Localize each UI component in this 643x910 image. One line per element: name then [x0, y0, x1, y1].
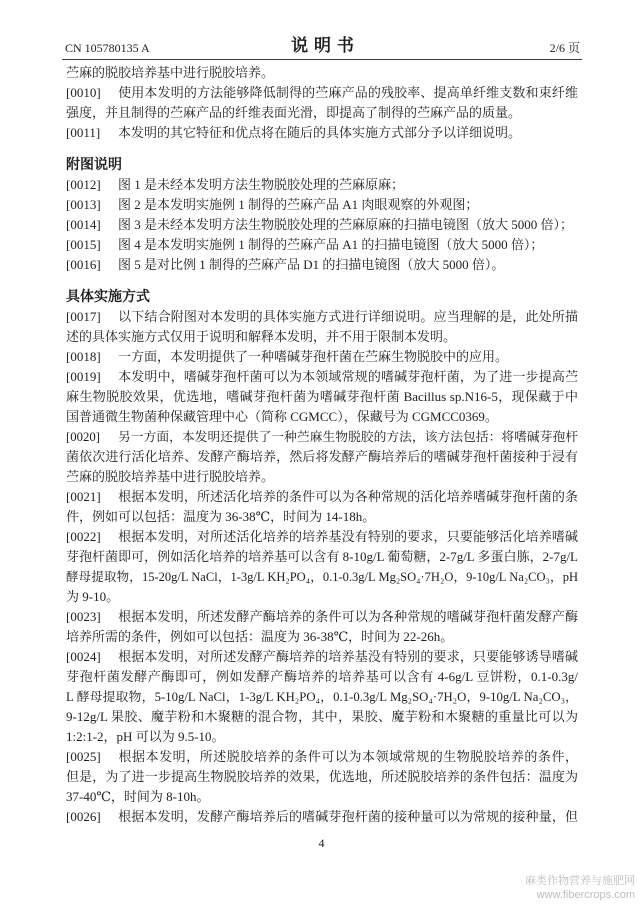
line-text: 麻生物脱胶效果，优选地，嗜碱芽孢杆菌为嗜碱芽孢杆菌 Bacillus sp.N16-5，现保藏于中	[66, 389, 578, 404]
text-line	[66, 175, 578, 195]
paragraph-number: [0022]	[66, 529, 101, 544]
text-line	[66, 407, 578, 427]
text-line	[66, 255, 578, 275]
paragraph-number: [0015]	[66, 237, 101, 252]
document-body	[66, 63, 578, 827]
paragraph-number: [0024]	[66, 649, 101, 664]
watermark	[525, 874, 635, 902]
line-text: 芽孢杆菌即可，例如活化培养的培养基可以含有 8-10g/L 葡萄糖，2-7g/L 多蛋白胨，2-7g/L	[66, 549, 578, 564]
text-line	[66, 63, 578, 83]
text-line	[66, 627, 578, 647]
line-text: 另一方面，本发明还提供了一种苎麻生物脱胶的方法，该方法包括：将嗜碱芽孢杆	[118, 430, 578, 444]
line-text: 述的具体实施方式仅用于说明和解释本发明，并不用于限制本发明。	[66, 329, 457, 344]
paragraph	[66, 807, 578, 827]
paragraph-number: [0017]	[66, 309, 101, 324]
paragraph	[66, 347, 578, 367]
line-text: 根据本发明，所述活化培养的条件可以为各种常规的活化培养嗜碱芽孢杆菌的条	[118, 489, 578, 504]
text-line	[66, 83, 578, 103]
text-line	[66, 487, 578, 507]
text-line	[66, 567, 578, 587]
paragraph	[66, 235, 578, 255]
paragraph	[66, 747, 578, 807]
line-text: 酵母提取物，15-20g/L NaCl，1-3g/L KH₂PO₄，0.1-0.3g/L Mg₂SO₄·7H₂O，9-10g/L Na₂CO₃，pH	[66, 570, 578, 584]
line-text: 以下结合附图对本发明的具体实施方式进行详细说明。应当理解的是，此处所描	[118, 309, 578, 324]
watermark-url: www.fibercrops.com	[536, 889, 635, 901]
line-text: 为 9-10。	[66, 589, 120, 604]
line-text: 图 1 是未经本发明方法生物脱胶处理的苎麻原麻；	[118, 177, 405, 192]
section-heading: 具体实施方式	[66, 289, 150, 305]
text-line	[66, 767, 578, 787]
text-line	[66, 687, 578, 707]
text-line	[66, 607, 578, 627]
line-text: 1:2:1-2，pH 可以为 9.5-10。	[66, 729, 225, 744]
paragraph-number: [0025]	[66, 749, 101, 764]
paragraph-number: [0019]	[66, 369, 101, 384]
text-line	[66, 327, 578, 347]
line-text: 一方面，本发明提供了一种嗜碱芽孢杆菌在苎麻生物脱胶中的应用。	[118, 349, 509, 364]
paragraph-number: [0021]	[66, 489, 101, 504]
document-title: 说 明 书	[291, 36, 354, 56]
paragraph	[66, 123, 578, 143]
text-line	[66, 667, 578, 687]
paragraph	[66, 487, 578, 527]
text-line	[66, 547, 578, 567]
paragraph-number: [0013]	[66, 197, 101, 212]
line-text: 芽孢杆菌发酵产酶即可，例如发酵产酶培养的培养基可以含有 4-6g/L 豆饼粉，0.1-0.3g/	[66, 669, 578, 684]
paragraph	[66, 175, 578, 195]
paragraph	[66, 607, 578, 647]
paragraph-number: [0018]	[66, 349, 101, 364]
paragraph	[66, 255, 578, 275]
paragraph-number: [0011]	[66, 125, 101, 140]
paragraph-number: [0023]	[66, 609, 101, 624]
paragraph	[66, 527, 578, 607]
paragraph-number: [0016]	[66, 257, 101, 272]
line-text: 图 4 是本发明实施例 1 制得的苎麻产品 A1 的扫描电镜图（放大 5000 倍）；	[118, 237, 544, 252]
paragraph-number: [0012]	[66, 177, 101, 192]
line-text: 本发明中，嗜碱芽孢杆菌可以为本领域常规的嗜碱芽孢杆菌，为了进一步提高苎	[118, 369, 578, 384]
text-line	[66, 195, 578, 215]
line-text: 根据本发明，对所述发酵产酶培养的培养基没有特别的要求，只要能够诱导嗜碱	[118, 649, 578, 664]
line-text: 但是，为了进一步提高生物脱胶培养的效果，优选地，所述脱胶培养的条件包括：温度为	[66, 769, 578, 784]
text-line	[66, 467, 578, 487]
text-line	[66, 787, 578, 807]
line-text: 根据本发明，对所述活化培养的培养基没有特别的要求，只要能够活化培养嗜碱	[118, 529, 578, 544]
text-line	[66, 123, 578, 143]
line-text: 37-40℃，时间为 8-10h。	[66, 789, 210, 804]
page-header	[65, 36, 580, 58]
paragraph	[66, 647, 578, 747]
text-line	[66, 727, 578, 747]
watermark-site-name: 麻类作物营养与施肥网	[525, 875, 635, 887]
line-text: 9-12g/L 果胶、魔芋粉和木聚糖的混合物，其中，果胶、魔芋粉和木聚糖的重量比可以为	[66, 709, 578, 724]
line-text: L 酵母提取物，5-10g/L NaCl，1-3g/L KH₂PO₄，0.1-0.3g/L Mg₂SO₄·7H₂O，9-10g/L Na₂CO₃，	[66, 690, 578, 704]
paragraph	[66, 367, 578, 427]
text-line	[66, 587, 578, 607]
paragraph-number: [0026]	[66, 809, 101, 824]
line-text: 培养所需的条件，例如可以包括：温度为 36-38℃，时间为 22-26h。	[66, 629, 454, 644]
text-line	[66, 507, 578, 527]
text-line	[66, 427, 578, 447]
paragraph-number: [0020]	[66, 430, 100, 444]
header-rule	[62, 59, 582, 60]
text-line	[66, 747, 578, 767]
document-number: CN 105780135 A	[65, 41, 150, 55]
text-line	[66, 807, 578, 827]
text-line	[66, 103, 578, 123]
text-line	[66, 215, 578, 235]
paragraph-number: [0014]	[66, 217, 101, 232]
line-text: 苎麻的脱胶培养基中进行脱胶培养。	[66, 469, 275, 484]
page-number: 4	[318, 836, 325, 850]
text-line	[66, 527, 578, 547]
line-text: 根据本发明，所述发酵产酶培养的条件可以为各种常规的嗜碱芽孢杆菌发酵产酶	[118, 609, 578, 624]
line-text: 强度，并且制得的苎麻产品的纤维表面光滑，即提高了制得的苎麻产品的质量。	[66, 105, 522, 120]
text-line	[66, 235, 578, 255]
text-line	[66, 647, 578, 667]
paragraph	[66, 215, 578, 235]
paragraph	[66, 83, 578, 123]
line-text: 根据本发明，所述脱胶培养的条件可以为本领域常规的生物脱胶培养的条件，	[118, 749, 578, 764]
text-line	[66, 367, 578, 387]
line-text: 菌依次进行活化培养、发酵产酶培养，然后将发酵产酶培养后的嗜碱芽孢杆菌接种于浸有	[66, 449, 578, 464]
line-text: 苎麻的脱胶培养基中进行脱胶培养。	[66, 65, 275, 80]
text-line	[66, 307, 578, 327]
paragraph	[66, 427, 578, 487]
line-text: 图 2 是本发明实施例 1 制得的苎麻产品 A1 肉眼观察的外观图；	[118, 197, 479, 212]
line-text: 国普通微生物菌种保藏管理中心（简称 CGMCC），保藏号为 CGMCC0369。	[66, 409, 498, 424]
line-text: 使用本发明的方法能够降低制得的苎麻产品的残胶率、提高单纤维支数和束纤维	[118, 85, 578, 100]
text-line	[66, 347, 578, 367]
line-text: 根据本发明，发酵产酶培养后的嗜碱芽孢杆菌的接种量可以为常规的接种量，但	[118, 809, 578, 824]
text-line	[66, 447, 578, 467]
paragraph-number: [0010]	[66, 85, 101, 100]
paragraph	[66, 63, 578, 83]
line-text: 图 5 是对比例 1 制得的苎麻产品 D1 的扫描电镜图（放大 5000 倍）。	[118, 257, 505, 272]
section-heading: 附图说明	[66, 157, 122, 173]
paragraph	[66, 307, 578, 347]
line-text: 图 3 是未经本发明方法生物脱胶处理的苎麻原麻的扫描电镜图（放大 5000 倍）；	[118, 217, 574, 232]
line-text: 本发明的其它特征和优点将在随后的具体实施方式部分予以详细说明。	[118, 125, 522, 140]
page-indicator: 2/6 页	[549, 41, 580, 55]
text-line	[66, 387, 578, 407]
line-text: 件，例如可以包括：温度为 36-38℃，时间为 14-18h。	[66, 509, 376, 524]
paragraph	[66, 195, 578, 215]
text-line	[66, 707, 578, 727]
